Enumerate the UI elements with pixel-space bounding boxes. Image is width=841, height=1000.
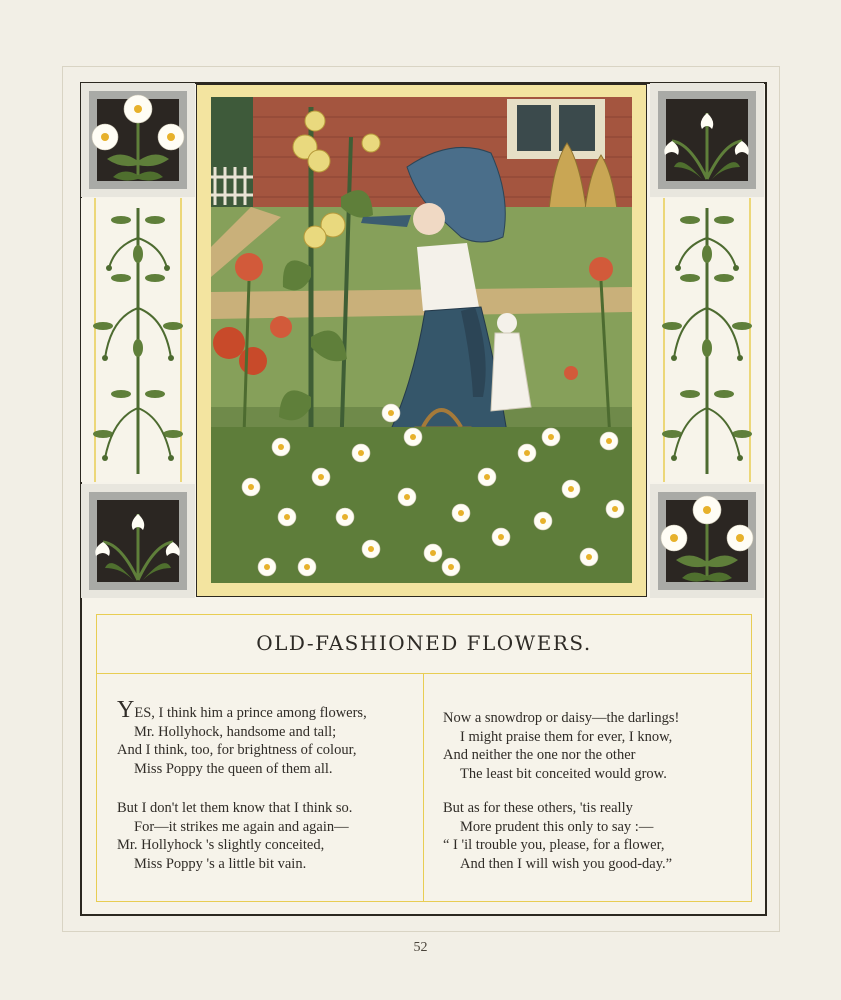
stanza	[443, 799, 672, 873]
stanza-line: But as for these others, 'tis really	[443, 800, 633, 816]
stanza-line: Mr. Hollyhock 's slightly conceited,	[117, 837, 325, 853]
girl-in-garden-illustration	[196, 84, 647, 597]
daisy-tile-icon	[650, 484, 764, 598]
stanza-line: Now a snowdrop or daisy—the darlings!	[443, 710, 680, 726]
stanza	[117, 697, 367, 778]
vine-panel-icon	[650, 198, 764, 482]
stanza-line: The least bit conceited would grow.	[460, 765, 667, 782]
stanza-line: For—it strikes me again and again—	[134, 818, 349, 835]
vine-panel-icon	[81, 198, 195, 482]
stanza-line: Mr. Hollyhock, handsome and tall;	[134, 723, 337, 740]
stanza-line: I might praise them for ever, I know,	[460, 728, 673, 745]
stanza-line: But I don't let them know that I think so.	[117, 800, 353, 816]
stanza-line: And neither the one nor the other	[443, 747, 636, 763]
stanza-line: Miss Poppy the queen of them all.	[134, 760, 333, 777]
poem-panel	[96, 614, 752, 902]
title-divider	[97, 673, 751, 674]
stanza-line: Miss Poppy 's a little bit vain.	[134, 855, 307, 872]
stanza-line: “ I 'il trouble you, please, for a flower,	[443, 837, 665, 853]
page-number: 52	[413, 940, 428, 955]
stanza-line: More prudent this only to say :—	[460, 818, 654, 835]
snowdrop-tile-icon	[81, 484, 195, 598]
stanza	[117, 799, 352, 873]
stanza-line: YES, I think him a prince among flowers,	[117, 697, 367, 723]
stanza	[443, 709, 679, 783]
drop-cap: Y	[117, 697, 135, 723]
snowdrop-tile-icon	[650, 83, 764, 197]
stanza-line: And I think, too, for brightness of colour,	[117, 742, 357, 758]
column-divider	[423, 673, 424, 901]
poem-title: OLD-FASHIONED FLOWERS.	[256, 631, 592, 655]
stanza-line: And then I will wish you good-day.”	[460, 855, 673, 872]
daisy-tile-icon	[81, 83, 195, 197]
